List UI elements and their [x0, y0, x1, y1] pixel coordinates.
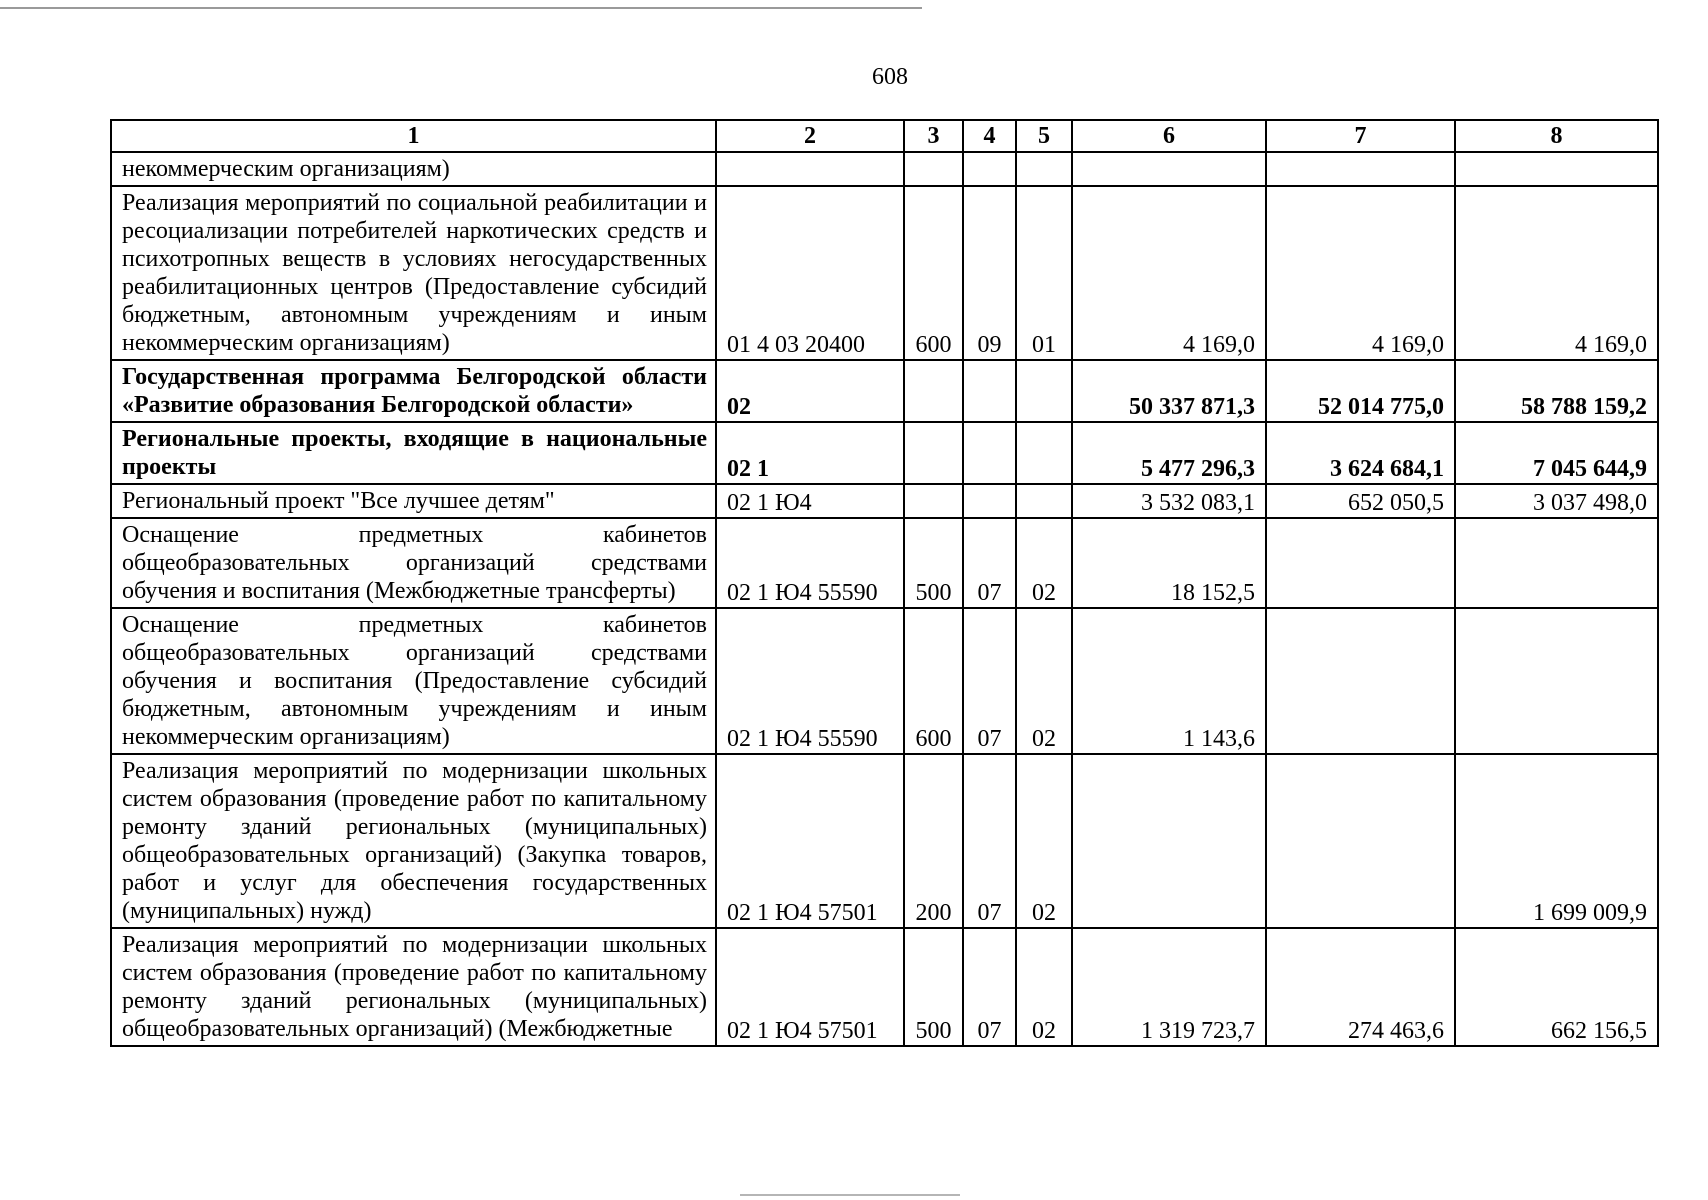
- table-row: [111, 754, 1658, 928]
- row-amount-col7: [1266, 518, 1455, 608]
- column-header: 4: [963, 120, 1016, 152]
- row-expense-type: 200: [904, 754, 963, 928]
- row-section: 07: [963, 928, 1016, 1046]
- row-subsection: [1016, 422, 1072, 484]
- row-classification-code: 02 1 Ю4 55590: [716, 518, 904, 608]
- column-header: 8: [1455, 120, 1658, 152]
- row-amount-col6: 1 319 723,7: [1072, 928, 1266, 1046]
- table-row: [111, 608, 1658, 754]
- column-header: 2: [716, 120, 904, 152]
- row-description: Государственная программа Белгородской области «Развитие образования Белгородской области»: [111, 360, 716, 422]
- row-amount-col7: 274 463,6: [1266, 928, 1455, 1046]
- row-expense-type: [904, 484, 963, 518]
- column-header: 7: [1266, 120, 1455, 152]
- row-description: Реализация мероприятий по социальной реабилитации и ресоциализации потребителей наркотических средств и психотропных веществ в условиях негосударственных реабилитационных центров (Предоставление субсидий бюджетным, автономным учреждениям и иным некоммерческим организациям): [111, 186, 716, 360]
- table-row: [111, 360, 1658, 422]
- row-expense-type: [904, 422, 963, 484]
- table-row: [111, 152, 1658, 186]
- table-row: [111, 422, 1658, 484]
- row-expense-type: 500: [904, 518, 963, 608]
- row-amount-col6: 3 532 083,1: [1072, 484, 1266, 518]
- row-expense-type: 500: [904, 928, 963, 1046]
- row-amount-col7: 3 624 684,1: [1266, 422, 1455, 484]
- row-description: Региональные проекты, входящие в национальные проекты: [111, 422, 716, 484]
- row-amount-col8: 662 156,5: [1455, 928, 1658, 1046]
- row-amount-col7: [1266, 152, 1455, 186]
- row-subsection: 01: [1016, 186, 1072, 360]
- row-amount-col6: 18 152,5: [1072, 518, 1266, 608]
- row-description: Оснащение предметных кабинетов общеобразовательных организаций средствами обучения и воспитания (Межбюджетные трансферты): [111, 518, 716, 608]
- row-amount-col8: 7 045 644,9: [1455, 422, 1658, 484]
- row-amount-col8: 4 169,0: [1455, 186, 1658, 360]
- column-header: 6: [1072, 120, 1266, 152]
- table-header-row: [111, 120, 1658, 152]
- column-header: 1: [111, 120, 716, 152]
- row-amount-col8: [1455, 518, 1658, 608]
- table-row: [111, 186, 1658, 360]
- row-amount-col7: 4 169,0: [1266, 186, 1455, 360]
- row-subsection: 02: [1016, 518, 1072, 608]
- row-expense-type: 600: [904, 186, 963, 360]
- row-classification-code: 01 4 03 20400: [716, 186, 904, 360]
- row-amount-col8: 3 037 498,0: [1455, 484, 1658, 518]
- row-section: [963, 360, 1016, 422]
- row-classification-code: 02 1 Ю4 57501: [716, 754, 904, 928]
- row-expense-type: [904, 360, 963, 422]
- row-amount-col6: 4 169,0: [1072, 186, 1266, 360]
- row-amount-col7: 652 050,5: [1266, 484, 1455, 518]
- row-amount-col8: [1455, 608, 1658, 754]
- row-amount-col6: 1 143,6: [1072, 608, 1266, 754]
- row-section: 07: [963, 608, 1016, 754]
- row-amount-col7: 52 014 775,0: [1266, 360, 1455, 422]
- row-section: 07: [963, 754, 1016, 928]
- row-amount-col7: [1266, 754, 1455, 928]
- row-section: [963, 422, 1016, 484]
- row-classification-code: 02 1 Ю4 55590: [716, 608, 904, 754]
- row-section: 09: [963, 186, 1016, 360]
- row-amount-col8: [1455, 152, 1658, 186]
- row-classification-code: 02 1 Ю4 57501: [716, 928, 904, 1046]
- row-classification-code: 02 1 Ю4: [716, 484, 904, 518]
- row-classification-code: [716, 152, 904, 186]
- row-subsection: 02: [1016, 754, 1072, 928]
- row-subsection: [1016, 152, 1072, 186]
- row-amount-col6: 50 337 871,3: [1072, 360, 1266, 422]
- row-expense-type: [904, 152, 963, 186]
- row-classification-code: 02: [716, 360, 904, 422]
- row-expense-type: 600: [904, 608, 963, 754]
- row-subsection: [1016, 360, 1072, 422]
- scan-edge-line-bottom: [740, 1194, 960, 1196]
- scan-edge-line-top: [0, 7, 922, 9]
- row-subsection: 02: [1016, 608, 1072, 754]
- row-amount-col6: [1072, 754, 1266, 928]
- row-description: Оснащение предметных кабинетов общеобразовательных организаций средствами обучения и воспитания (Предоставление субсидий бюджетным, автономным учреждениям и иным некоммерческим организациям): [111, 608, 716, 754]
- row-subsection: [1016, 484, 1072, 518]
- row-section: 07: [963, 518, 1016, 608]
- budget-table: [110, 119, 1659, 1047]
- row-classification-code: 02 1: [716, 422, 904, 484]
- row-amount-col7: [1266, 608, 1455, 754]
- row-section: [963, 484, 1016, 518]
- row-amount-col8: 1 699 009,9: [1455, 754, 1658, 928]
- column-header: 5: [1016, 120, 1072, 152]
- row-description: некоммерческим организациям): [111, 152, 716, 186]
- row-amount-col6: 5 477 296,3: [1072, 422, 1266, 484]
- table-row: [111, 928, 1658, 1046]
- table-row: [111, 484, 1658, 518]
- column-header: 3: [904, 120, 963, 152]
- row-description: Реализация мероприятий по модернизации школьных систем образования (проведение работ по капитальному ремонту зданий региональных (муниципальных) общеобразовательных организаций) (Закупка товаров, работ и услуг для обеспечения государственных (муниципальных) нужд): [111, 754, 716, 928]
- row-description: Реализация мероприятий по модернизации школьных систем образования (проведение работ по капитальному ремонту зданий региональных (муниципальных) общеобразовательных организаций) (Межбюджетные: [111, 928, 716, 1046]
- row-subsection: 02: [1016, 928, 1072, 1046]
- row-section: [963, 152, 1016, 186]
- table-row: [111, 518, 1658, 608]
- row-description: Региональный проект "Все лучшее детям": [111, 484, 716, 518]
- page-number: 608: [872, 64, 908, 90]
- row-amount-col6: [1072, 152, 1266, 186]
- row-amount-col8: 58 788 159,2: [1455, 360, 1658, 422]
